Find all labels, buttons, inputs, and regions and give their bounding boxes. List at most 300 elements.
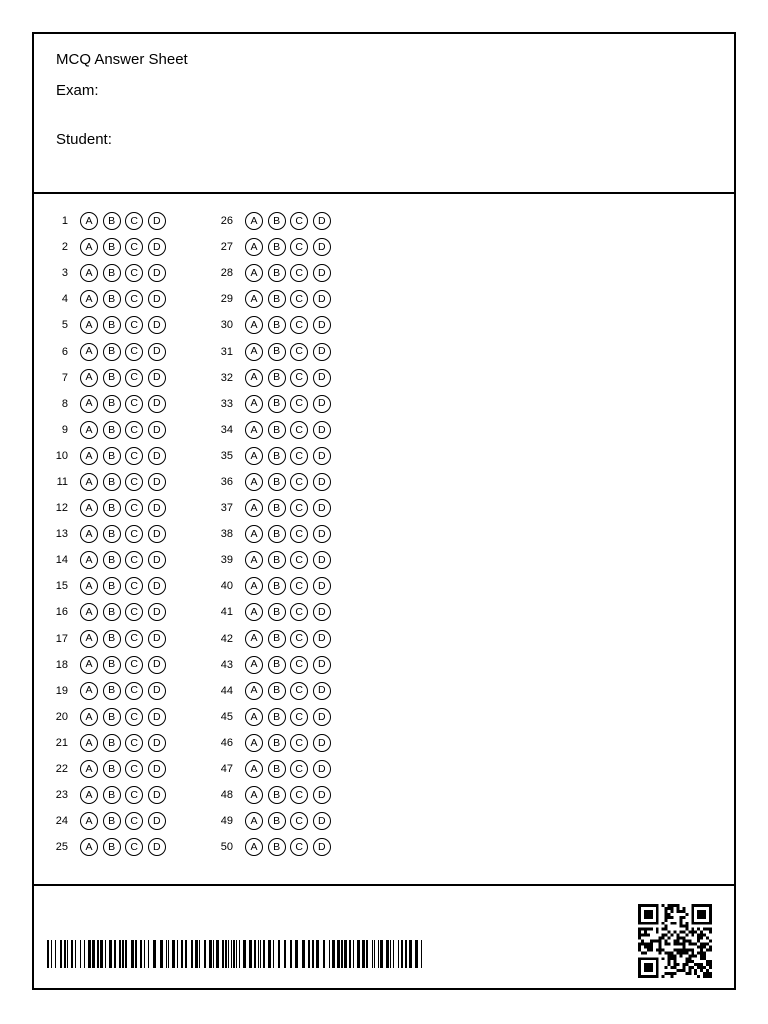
answer-bubble-a[interactable]: A [80,473,98,491]
answer-bubble-a[interactable]: A [80,264,98,282]
answer-bubble-b[interactable]: B [103,264,121,282]
answer-bubble-b[interactable]: B [268,447,286,465]
answer-bubble-a[interactable]: A [245,838,263,856]
answer-bubble-d[interactable]: D [313,603,331,621]
answer-column-1 [52,208,170,860]
question-number: 28 [220,267,233,280]
answer-bubble-b[interactable]: B [268,734,286,752]
answer-bubble-b[interactable]: B [268,395,286,413]
question-row [52,547,170,573]
question-row [217,260,335,286]
answer-bubble-b[interactable]: B [103,212,121,230]
question-row [52,704,170,730]
answer-bubble-c[interactable]: C [125,786,143,804]
question-row [217,782,335,808]
answer-bubble-a[interactable]: A [80,603,98,621]
question-row [217,495,335,521]
answer-bubble-c[interactable]: C [290,421,308,439]
answer-bubble-b[interactable]: B [103,760,121,778]
question-row [217,808,335,834]
answer-bubble-c[interactable]: C [290,812,308,830]
answer-bubble-d[interactable]: D [313,343,331,361]
answer-bubble-a[interactable]: A [245,682,263,700]
question-row [217,626,335,652]
question-number: 18 [55,658,68,671]
question-row [52,312,170,338]
answer-bubble-d[interactable]: D [148,212,166,230]
answer-bubble-d[interactable]: D [313,551,331,569]
answer-bubble-a[interactable]: A [245,603,263,621]
question-number: 42 [220,632,233,645]
answer-bubble-a[interactable]: A [245,238,263,256]
qr-code-icon [638,904,712,978]
answer-bubble-c[interactable]: C [125,838,143,856]
question-row [217,521,335,547]
question-row [217,756,335,782]
question-number: 13 [55,528,68,541]
answer-bubble-b[interactable]: B [268,316,286,334]
answer-bubble-a[interactable]: A [80,656,98,674]
question-number: 47 [220,763,233,776]
answer-bubble-a[interactable]: A [80,577,98,595]
answer-bubble-d[interactable]: D [148,525,166,543]
answer-bubble-c[interactable]: C [290,734,308,752]
question-row [52,260,170,286]
answer-bubble-d[interactable]: D [313,734,331,752]
answer-bubble-a[interactable]: A [80,551,98,569]
answer-bubble-a[interactable]: A [80,499,98,517]
answer-bubble-b[interactable]: B [103,395,121,413]
question-row [52,286,170,312]
answer-bubble-a[interactable]: A [245,499,263,517]
answer-bubble-b[interactable]: B [268,343,286,361]
question-row [52,756,170,782]
question-number: 33 [220,397,233,410]
answer-bubble-a[interactable]: A [245,343,263,361]
answer-bubble-b[interactable]: B [103,656,121,674]
answer-bubble-d[interactable]: D [148,760,166,778]
answer-bubble-c[interactable]: C [125,343,143,361]
question-number: 10 [55,449,68,462]
answer-bubble-c[interactable]: C [290,290,308,308]
answer-bubble-a[interactable]: A [245,447,263,465]
question-number: 46 [220,736,233,749]
answer-bubble-c[interactable]: C [125,577,143,595]
answer-bubble-c[interactable]: C [125,238,143,256]
answer-bubble-c[interactable]: C [125,656,143,674]
student-label: Student: [56,131,112,148]
answer-bubble-c[interactable]: C [290,212,308,230]
barcode-icon [47,940,423,968]
answer-bubble-d[interactable]: D [148,395,166,413]
answer-bubble-b[interactable]: B [268,264,286,282]
question-row [217,208,335,234]
answer-bubble-c[interactable]: C [125,603,143,621]
answer-bubble-b[interactable]: B [103,290,121,308]
answer-bubble-d[interactable]: D [313,656,331,674]
question-row [52,521,170,547]
answer-bubble-a[interactable]: A [80,290,98,308]
answer-bubble-d[interactable]: D [148,656,166,674]
answer-bubble-d[interactable]: D [313,447,331,465]
question-row [52,208,170,234]
question-row [52,365,170,391]
answer-bubble-a[interactable]: A [245,369,263,387]
answer-bubble-d[interactable]: D [313,630,331,648]
question-row [52,443,170,469]
answer-bubble-b[interactable]: B [103,786,121,804]
sheet-header [34,34,734,194]
question-number: 43 [220,658,233,671]
answer-bubble-c[interactable]: C [290,656,308,674]
answer-bubble-d[interactable]: D [148,838,166,856]
question-row [217,704,335,730]
answer-bubble-a[interactable]: A [245,630,263,648]
question-number: 24 [55,815,68,828]
answer-bubble-a[interactable]: A [245,395,263,413]
answer-bubble-b[interactable]: B [103,838,121,856]
answer-bubble-c[interactable]: C [290,369,308,387]
answer-bubble-d[interactable]: D [148,264,166,282]
answer-bubble-c[interactable]: C [125,708,143,726]
answer-bubble-b[interactable]: B [103,499,121,517]
answer-bubble-c[interactable]: C [290,395,308,413]
answer-bubble-a[interactable]: A [245,525,263,543]
answer-bubble-b[interactable]: B [268,551,286,569]
answer-bubble-d[interactable]: D [148,369,166,387]
question-row [52,652,170,678]
answer-bubble-c[interactable]: C [125,525,143,543]
question-number: 21 [55,736,68,749]
answer-bubble-d[interactable]: D [148,238,166,256]
answer-bubble-b[interactable]: B [103,708,121,726]
answer-bubble-a[interactable]: A [80,682,98,700]
answer-bubble-a[interactable]: A [245,656,263,674]
answer-bubble-a[interactable]: A [80,421,98,439]
question-row [52,338,170,364]
answer-bubble-a[interactable]: A [80,212,98,230]
answer-bubble-d[interactable]: D [313,421,331,439]
answer-bubble-a[interactable]: A [80,395,98,413]
answer-bubble-c[interactable]: C [290,838,308,856]
answer-bubble-c[interactable]: C [125,551,143,569]
answer-bubble-d[interactable]: D [148,603,166,621]
question-number: 12 [55,502,68,515]
answer-bubble-d[interactable]: D [148,682,166,700]
answer-bubble-b[interactable]: B [268,812,286,830]
answer-bubble-a[interactable]: A [245,786,263,804]
question-row [217,417,335,443]
answer-bubble-a[interactable]: A [80,316,98,334]
answer-grid [34,194,734,886]
answer-bubble-c[interactable]: C [125,369,143,387]
question-number: 37 [220,502,233,515]
answer-bubble-b[interactable]: B [268,421,286,439]
answer-bubble-c[interactable]: C [290,603,308,621]
answer-bubble-d[interactable]: D [148,499,166,517]
answer-bubble-b[interactable]: B [268,760,286,778]
answer-bubble-d[interactable]: D [148,473,166,491]
question-row [217,391,335,417]
question-number: 36 [220,475,233,488]
answer-bubble-a[interactable]: A [245,212,263,230]
question-row [52,573,170,599]
answer-sheet [32,32,736,990]
answer-bubble-c[interactable]: C [290,238,308,256]
answer-bubble-c[interactable]: C [290,577,308,595]
answer-bubble-b[interactable]: B [268,499,286,517]
question-number: 32 [220,371,233,384]
answer-bubble-d[interactable]: D [313,682,331,700]
question-number: 3 [61,267,68,280]
question-row [52,599,170,625]
answer-bubble-c[interactable]: C [290,343,308,361]
answer-bubble-d[interactable]: D [313,708,331,726]
answer-bubble-b[interactable]: B [103,734,121,752]
answer-bubble-b[interactable]: B [103,630,121,648]
answer-bubble-d[interactable]: D [148,630,166,648]
question-row [52,234,170,260]
answer-bubble-c[interactable]: C [290,447,308,465]
answer-bubble-b[interactable]: B [268,603,286,621]
answer-bubble-c[interactable]: C [125,447,143,465]
answer-bubble-b[interactable]: B [268,708,286,726]
question-row [52,391,170,417]
answer-bubble-d[interactable]: D [313,812,331,830]
question-number: 19 [55,684,68,697]
answer-bubble-c[interactable]: C [125,734,143,752]
answer-bubble-a[interactable]: A [245,577,263,595]
answer-bubble-a[interactable]: A [245,551,263,569]
answer-bubble-a[interactable]: A [80,734,98,752]
question-number: 14 [55,554,68,567]
answer-bubble-a[interactable]: A [80,630,98,648]
answer-bubble-a[interactable]: A [80,447,98,465]
question-row [217,834,335,860]
answer-bubble-c[interactable]: C [125,812,143,830]
question-row [217,443,335,469]
answer-bubble-a[interactable]: A [80,525,98,543]
question-row [217,365,335,391]
answer-bubble-b[interactable]: B [103,343,121,361]
answer-bubble-a[interactable]: A [80,343,98,361]
question-number: 7 [61,371,68,384]
answer-bubble-d[interactable]: D [148,708,166,726]
answer-bubble-c[interactable]: C [290,525,308,543]
answer-bubble-c[interactable]: C [290,682,308,700]
question-row [217,573,335,599]
answer-bubble-d[interactable]: D [313,212,331,230]
question-number: 45 [220,710,233,723]
answer-bubble-c[interactable]: C [290,473,308,491]
answer-bubble-d[interactable]: D [313,264,331,282]
answer-bubble-c[interactable]: C [290,264,308,282]
answer-bubble-a[interactable]: A [245,812,263,830]
question-number: 16 [55,606,68,619]
answer-bubble-c[interactable]: C [125,630,143,648]
answer-bubble-a[interactable]: A [245,473,263,491]
answer-bubble-c[interactable]: C [290,708,308,726]
answer-bubble-a[interactable]: A [80,786,98,804]
question-number: 44 [220,684,233,697]
answer-bubble-a[interactable]: A [80,238,98,256]
answer-bubble-b[interactable]: B [103,812,121,830]
question-row [217,312,335,338]
answer-bubble-d[interactable]: D [313,760,331,778]
answer-bubble-b[interactable]: B [268,786,286,804]
question-number: 4 [61,293,68,306]
question-number: 2 [61,241,68,254]
answer-column-2 [217,208,335,860]
question-number: 35 [220,449,233,462]
question-row [52,495,170,521]
question-number: 23 [55,789,68,802]
answer-bubble-c[interactable]: C [290,551,308,569]
question-row [52,626,170,652]
answer-bubble-a[interactable]: A [80,369,98,387]
answer-bubble-b[interactable]: B [103,238,121,256]
answer-bubble-d[interactable]: D [313,786,331,804]
answer-bubble-b[interactable]: B [268,290,286,308]
answer-bubble-c[interactable]: C [290,786,308,804]
answer-bubble-b[interactable]: B [268,682,286,700]
answer-bubble-d[interactable]: D [148,734,166,752]
question-row [217,599,335,625]
answer-bubble-d[interactable]: D [148,316,166,334]
answer-bubble-c[interactable]: C [125,264,143,282]
answer-bubble-a[interactable]: A [80,760,98,778]
answer-bubble-c[interactable]: C [290,499,308,517]
answer-bubble-b[interactable]: B [268,238,286,256]
answer-bubble-d[interactable]: D [313,316,331,334]
question-number: 9 [61,423,68,436]
question-row [217,678,335,704]
answer-bubble-b[interactable]: B [103,473,121,491]
answer-bubble-c[interactable]: C [125,395,143,413]
answer-bubble-c[interactable]: C [125,499,143,517]
answer-bubble-c[interactable]: C [125,290,143,308]
answer-bubble-a[interactable]: A [245,734,263,752]
answer-bubble-d[interactable]: D [148,812,166,830]
answer-bubble-d[interactable]: D [313,238,331,256]
question-number: 1 [61,215,68,228]
answer-bubble-c[interactable]: C [125,682,143,700]
question-number: 15 [55,580,68,593]
question-number: 30 [220,319,233,332]
question-row [52,834,170,860]
question-row [217,652,335,678]
answer-bubble-d[interactable]: D [313,290,331,308]
answer-bubble-b[interactable]: B [268,369,286,387]
answer-bubble-b[interactable]: B [268,630,286,648]
answer-bubble-d[interactable]: D [148,447,166,465]
answer-bubble-c[interactable]: C [125,212,143,230]
answer-bubble-a[interactable]: A [245,316,263,334]
question-number: 34 [220,423,233,436]
question-number: 49 [220,815,233,828]
answer-bubble-d[interactable]: D [313,369,331,387]
answer-bubble-b[interactable]: B [103,551,121,569]
question-number: 5 [61,319,68,332]
question-number: 6 [61,345,68,358]
question-number: 20 [55,710,68,723]
answer-bubble-d[interactable]: D [148,290,166,308]
answer-bubble-d[interactable]: D [313,525,331,543]
answer-bubble-a[interactable]: A [80,708,98,726]
answer-bubble-c[interactable]: C [290,760,308,778]
question-number: 25 [55,841,68,854]
answer-bubble-d[interactable]: D [313,473,331,491]
question-number: 22 [55,763,68,776]
answer-bubble-b[interactable]: B [103,682,121,700]
answer-bubble-a[interactable]: A [80,812,98,830]
question-row [52,469,170,495]
question-number: 26 [220,215,233,228]
answer-bubble-b[interactable]: B [268,212,286,230]
question-row [52,808,170,834]
answer-bubble-a[interactable]: A [80,838,98,856]
answer-bubble-c[interactable]: C [125,760,143,778]
answer-bubble-d[interactable]: D [148,577,166,595]
answer-bubble-d[interactable]: D [148,421,166,439]
answer-bubble-d[interactable]: D [148,343,166,361]
answer-bubble-b[interactable]: B [103,525,121,543]
question-row [217,338,335,364]
answer-bubble-d[interactable]: D [148,551,166,569]
answer-bubble-a[interactable]: A [245,421,263,439]
answer-bubble-b[interactable]: B [103,603,121,621]
answer-bubble-c[interactable]: C [290,316,308,334]
question-number: 48 [220,789,233,802]
answer-bubble-b[interactable]: B [268,525,286,543]
answer-bubble-b[interactable]: B [103,447,121,465]
answer-bubble-b[interactable]: B [268,838,286,856]
answer-bubble-b[interactable]: B [103,369,121,387]
answer-bubble-c[interactable]: C [125,473,143,491]
question-row [217,234,335,260]
answer-bubble-c[interactable]: C [125,316,143,334]
exam-label: Exam: [56,82,99,99]
answer-bubble-d[interactable]: D [148,786,166,804]
answer-bubble-b[interactable]: B [268,577,286,595]
sheet-footer [34,886,734,988]
answer-bubble-d[interactable]: D [313,395,331,413]
answer-bubble-b[interactable]: B [103,421,121,439]
answer-bubble-a[interactable]: A [245,290,263,308]
answer-bubble-b[interactable]: B [268,473,286,491]
question-number: 50 [220,841,233,854]
answer-bubble-d[interactable]: D [313,577,331,595]
answer-bubble-b[interactable]: B [103,577,121,595]
answer-bubble-d[interactable]: D [313,499,331,517]
question-number: 29 [220,293,233,306]
question-row [217,469,335,495]
question-number: 8 [61,397,68,410]
answer-bubble-a[interactable]: A [245,708,263,726]
question-number: 27 [220,241,233,254]
answer-bubble-a[interactable]: A [245,760,263,778]
question-number: 40 [220,580,233,593]
answer-bubble-a[interactable]: A [245,264,263,282]
answer-bubble-c[interactable]: C [290,630,308,648]
answer-bubble-b[interactable]: B [268,656,286,674]
question-number: 17 [55,632,68,645]
answer-bubble-c[interactable]: C [125,421,143,439]
question-row [217,547,335,573]
question-row [52,417,170,443]
answer-bubble-b[interactable]: B [103,316,121,334]
answer-bubble-d[interactable]: D [313,838,331,856]
